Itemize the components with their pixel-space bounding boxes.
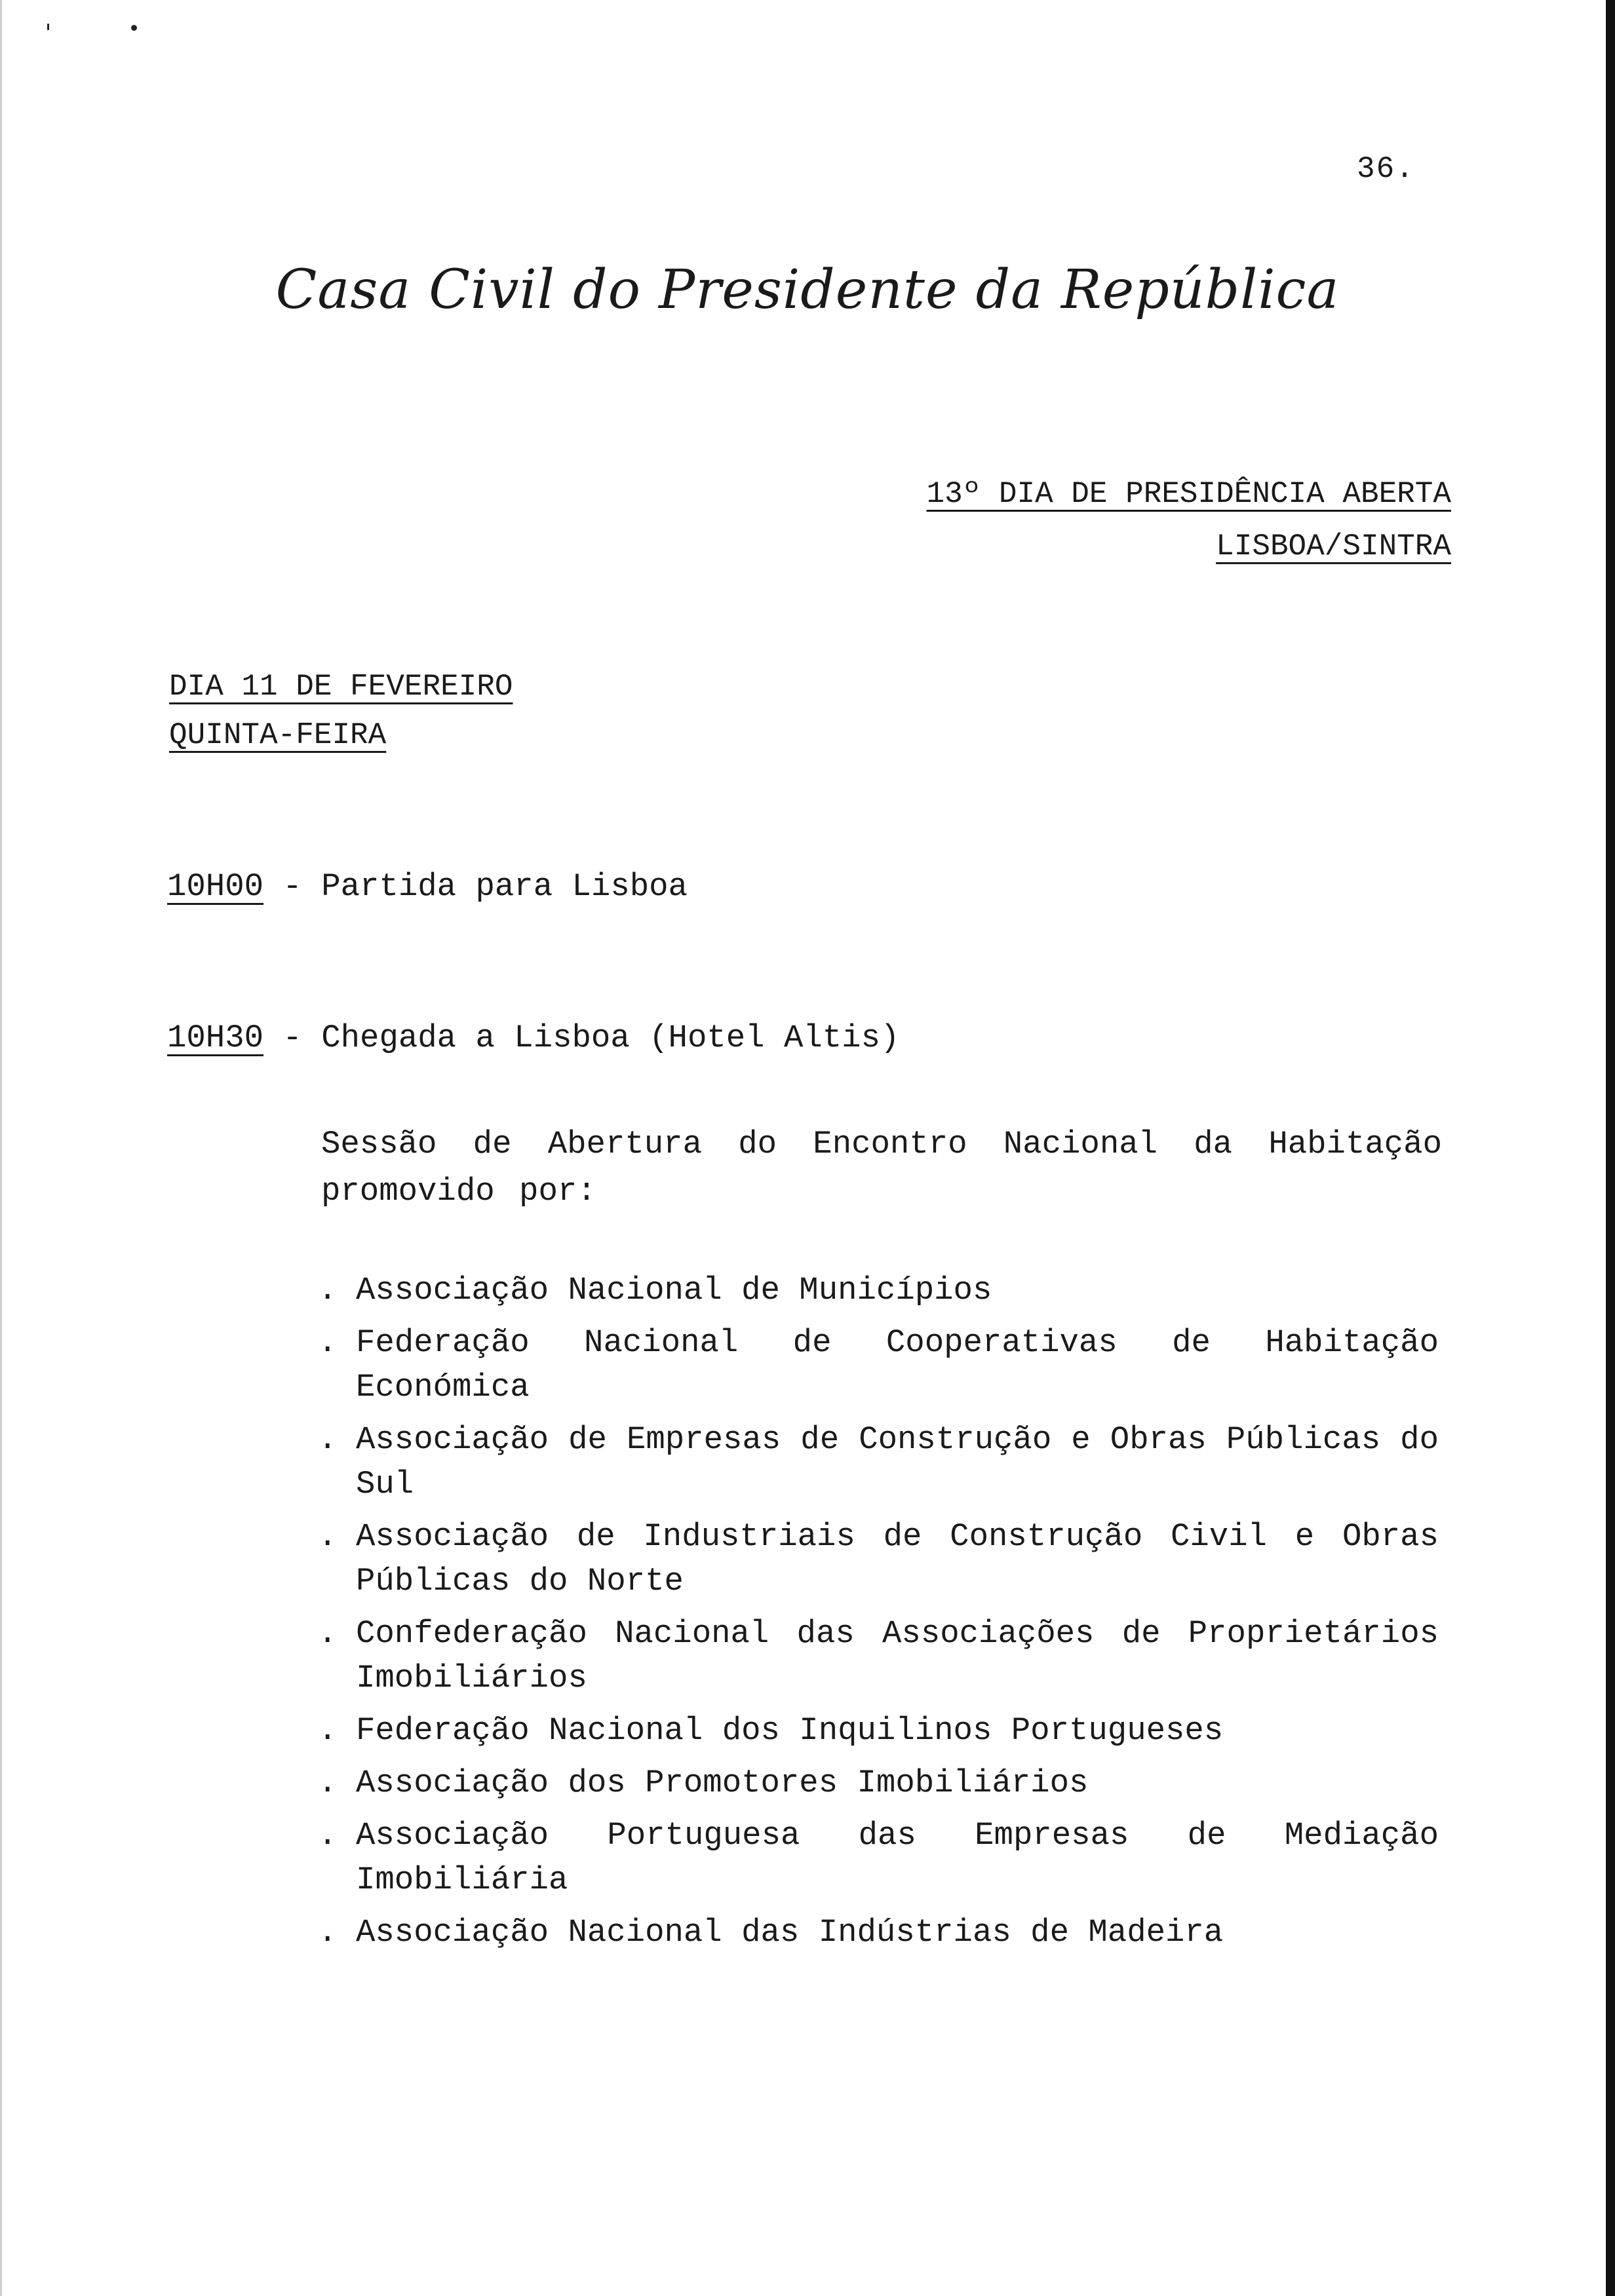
list-item [318,1761,1439,1805]
bullet: . [318,1518,338,1555]
list-item [318,1417,1439,1506]
organization-name: Associação Portuguesa das Empresas de Mediação Imobiliária [356,1817,1439,1898]
bullet: . [318,1765,338,1801]
bullet: . [318,1615,338,1652]
schedule-description: Chegada a Lisboa (Hotel Altis) [321,1020,900,1056]
bullet: . [318,1421,338,1458]
bullet: . [318,1914,338,1951]
list-item [318,1708,1439,1753]
list-item [318,1514,1439,1603]
scan-speck [47,24,49,30]
organization-name: Associação dos Promotores Imobiliários [356,1765,1089,1801]
organization-name: Confederação Nacional das Associações de Proprietários Imobiliários [356,1615,1439,1696]
schedule-separator: - [263,868,322,905]
date-heading: DIA 11 DE FEVEREIRO [169,670,513,704]
bullet: . [318,1712,338,1749]
letterhead: Casa Civil do Presidente da República [275,259,1340,321]
list-item [318,1813,1439,1902]
schedule-item [167,1020,899,1056]
organization-list [318,1268,1439,1962]
schedule-separator: - [263,1020,322,1056]
bullet: . [318,1324,338,1361]
schedule-time: 10H30 [167,1020,264,1056]
list-item [318,1320,1439,1409]
organization-name: Associação de Industriais de Construção Civil e Obras Públicas do Norte [356,1518,1439,1599]
list-item [318,1268,1439,1312]
page-edge-right [1606,0,1615,2296]
bullet: . [318,1817,338,1854]
location-heading: LISBOA/SINTRA [1216,529,1451,564]
list-item [318,1611,1439,1700]
session-line-2: promovido por: [321,1173,596,1210]
scan-speck [131,25,137,31]
schedule-time: 10H00 [167,868,264,905]
weekday-heading: QUINTA-FEIRA [169,718,387,752]
session-description [321,1120,1442,1215]
organization-name: Federação Nacional de Cooperativas de Habitação Económica [356,1324,1439,1406]
schedule-description: Partida para Lisboa [321,868,688,905]
session-line-1: Sessão de Abertura do Encontro Nacional da Habitação [321,1126,1442,1162]
schedule-item [167,868,688,905]
bullet: . [318,1272,338,1309]
title-heading: 13º DIA DE PRESIDÊNCIA ABERTA [926,477,1451,511]
organization-name: Associação Nacional das Indústrias de Madeira [356,1914,1224,1951]
page-number: 36. [1357,152,1415,186]
organization-name: Associação de Empresas de Construção e Obras Públicas do Sul [356,1421,1439,1502]
page-edge-left [0,0,2,2296]
organization-name: Associação Nacional de Municípios [356,1272,992,1309]
organization-name: Federação Nacional dos Inquilinos Portugueses [356,1712,1224,1749]
list-item [318,1910,1439,1955]
